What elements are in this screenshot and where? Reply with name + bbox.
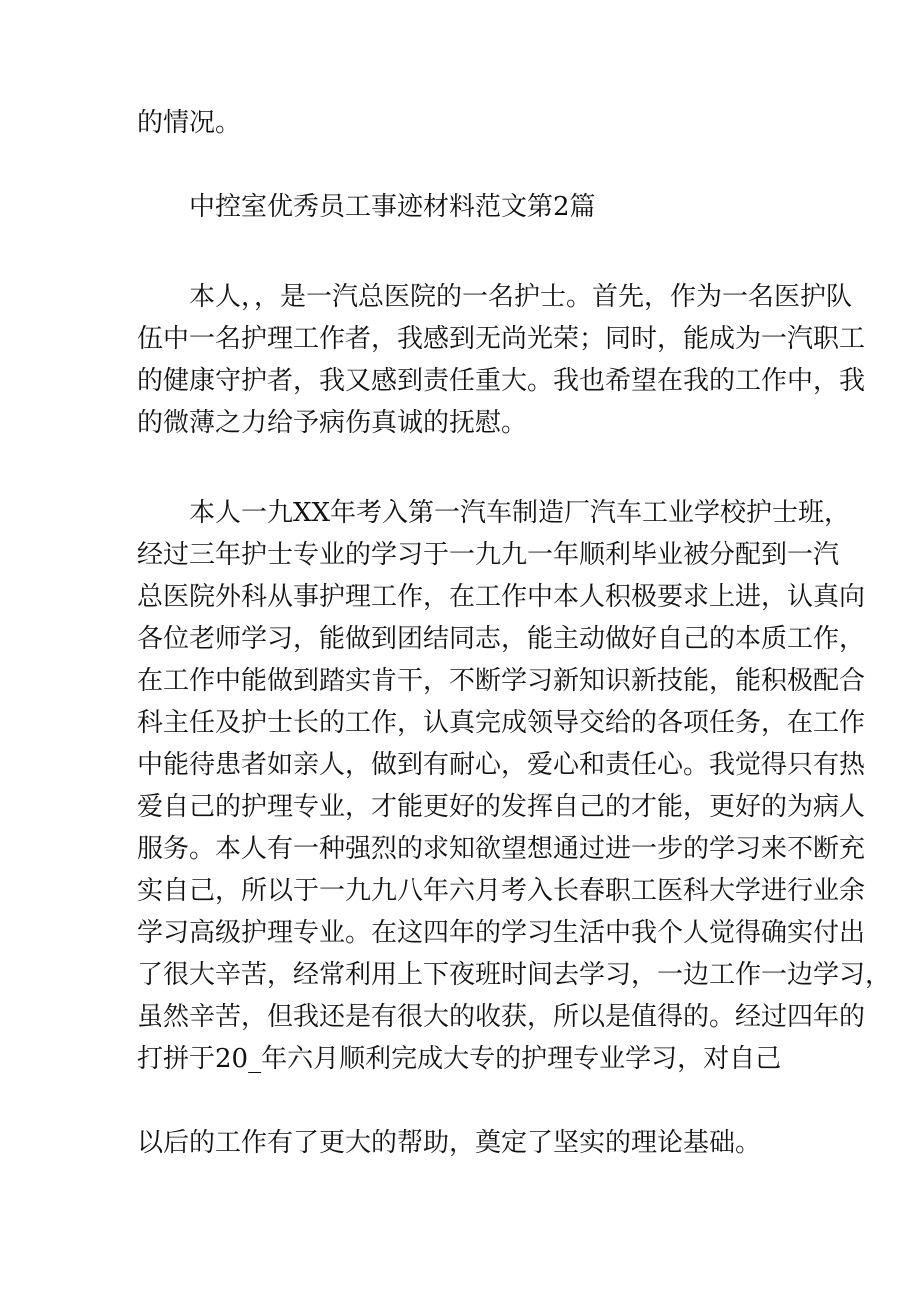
paragraph-line: 的微薄之力给予病伤真诚的抚慰。 (137, 408, 528, 438)
paragraph-line: 打拼于20_年六月顺利完成大专的护理专业学习，对自己 (137, 1044, 782, 1074)
paragraph-line: 爱自己的护理专业，才能更好的发挥自己的才能，更好的为病人 (137, 792, 866, 822)
paragraph-line: 各位老师学习，能做到团结同志，能主动做好自己的本质工作， (137, 624, 866, 654)
paragraph-line: 学习高级护理专业。在这四年的学习生活中我个人觉得确实付出 (137, 918, 866, 948)
paragraph-line: 经过三年护士专业的学习于一九九一年顺利毕业被分配到一汽 (137, 540, 840, 570)
paragraph-line: 实自己，所以于一九九八年六月考入长春职工医科大学进行业余 (137, 876, 866, 906)
paragraph-line: 中能待患者如亲人，做到有耐心，爱心和责任心。我觉得只有热 (137, 750, 866, 780)
paragraph-line: 伍中一名护理工作者，我感到无尚光荣；同时，能成为一汽职工 (137, 324, 866, 354)
paragraph-line: 的健康守护者，我又感到责任重大。我也希望在我的工作中，我 (137, 366, 866, 396)
paragraph-line: 总医院外科从事护理工作，在工作中本人积极要求上进，认真向 (137, 582, 866, 612)
paragraph-2-tail: 以后的工作有了更大的帮助，奠定了坚实的理论基础。 (137, 1128, 762, 1158)
paragraph-line: 在工作中能做到踏实肯干，不断学习新知识新技能，能积极配合 (137, 666, 866, 696)
paragraph-line: 虽然辛苦，但我还是有很大的收获，所以是值得的。经过四年的 (137, 1002, 866, 1032)
paragraph-line: 了很大辛苦，经常利用上下夜班时间去学习，一边工作一边学习， (137, 960, 892, 990)
paragraph-line: 服务。本人有一种强烈的求知欲望想通过进一步的学习来不断充 (137, 834, 866, 864)
paragraph-line: 科主任及护士长的工作，认真完成领导交给的各项任务，在工作 (137, 708, 866, 738)
paragraph-line: 本人，，是一汽总医院的一名护士。首先，作为一名医护队 (189, 282, 853, 312)
paragraph-line: 本人一九XX年考入第一汽车制造厂汽车工业学校护士班， (189, 498, 851, 528)
intro-tail-text: 的情况。 (137, 108, 242, 138)
section-title: 中控室优秀员工事迹材料范文第2篇 (189, 192, 596, 222)
